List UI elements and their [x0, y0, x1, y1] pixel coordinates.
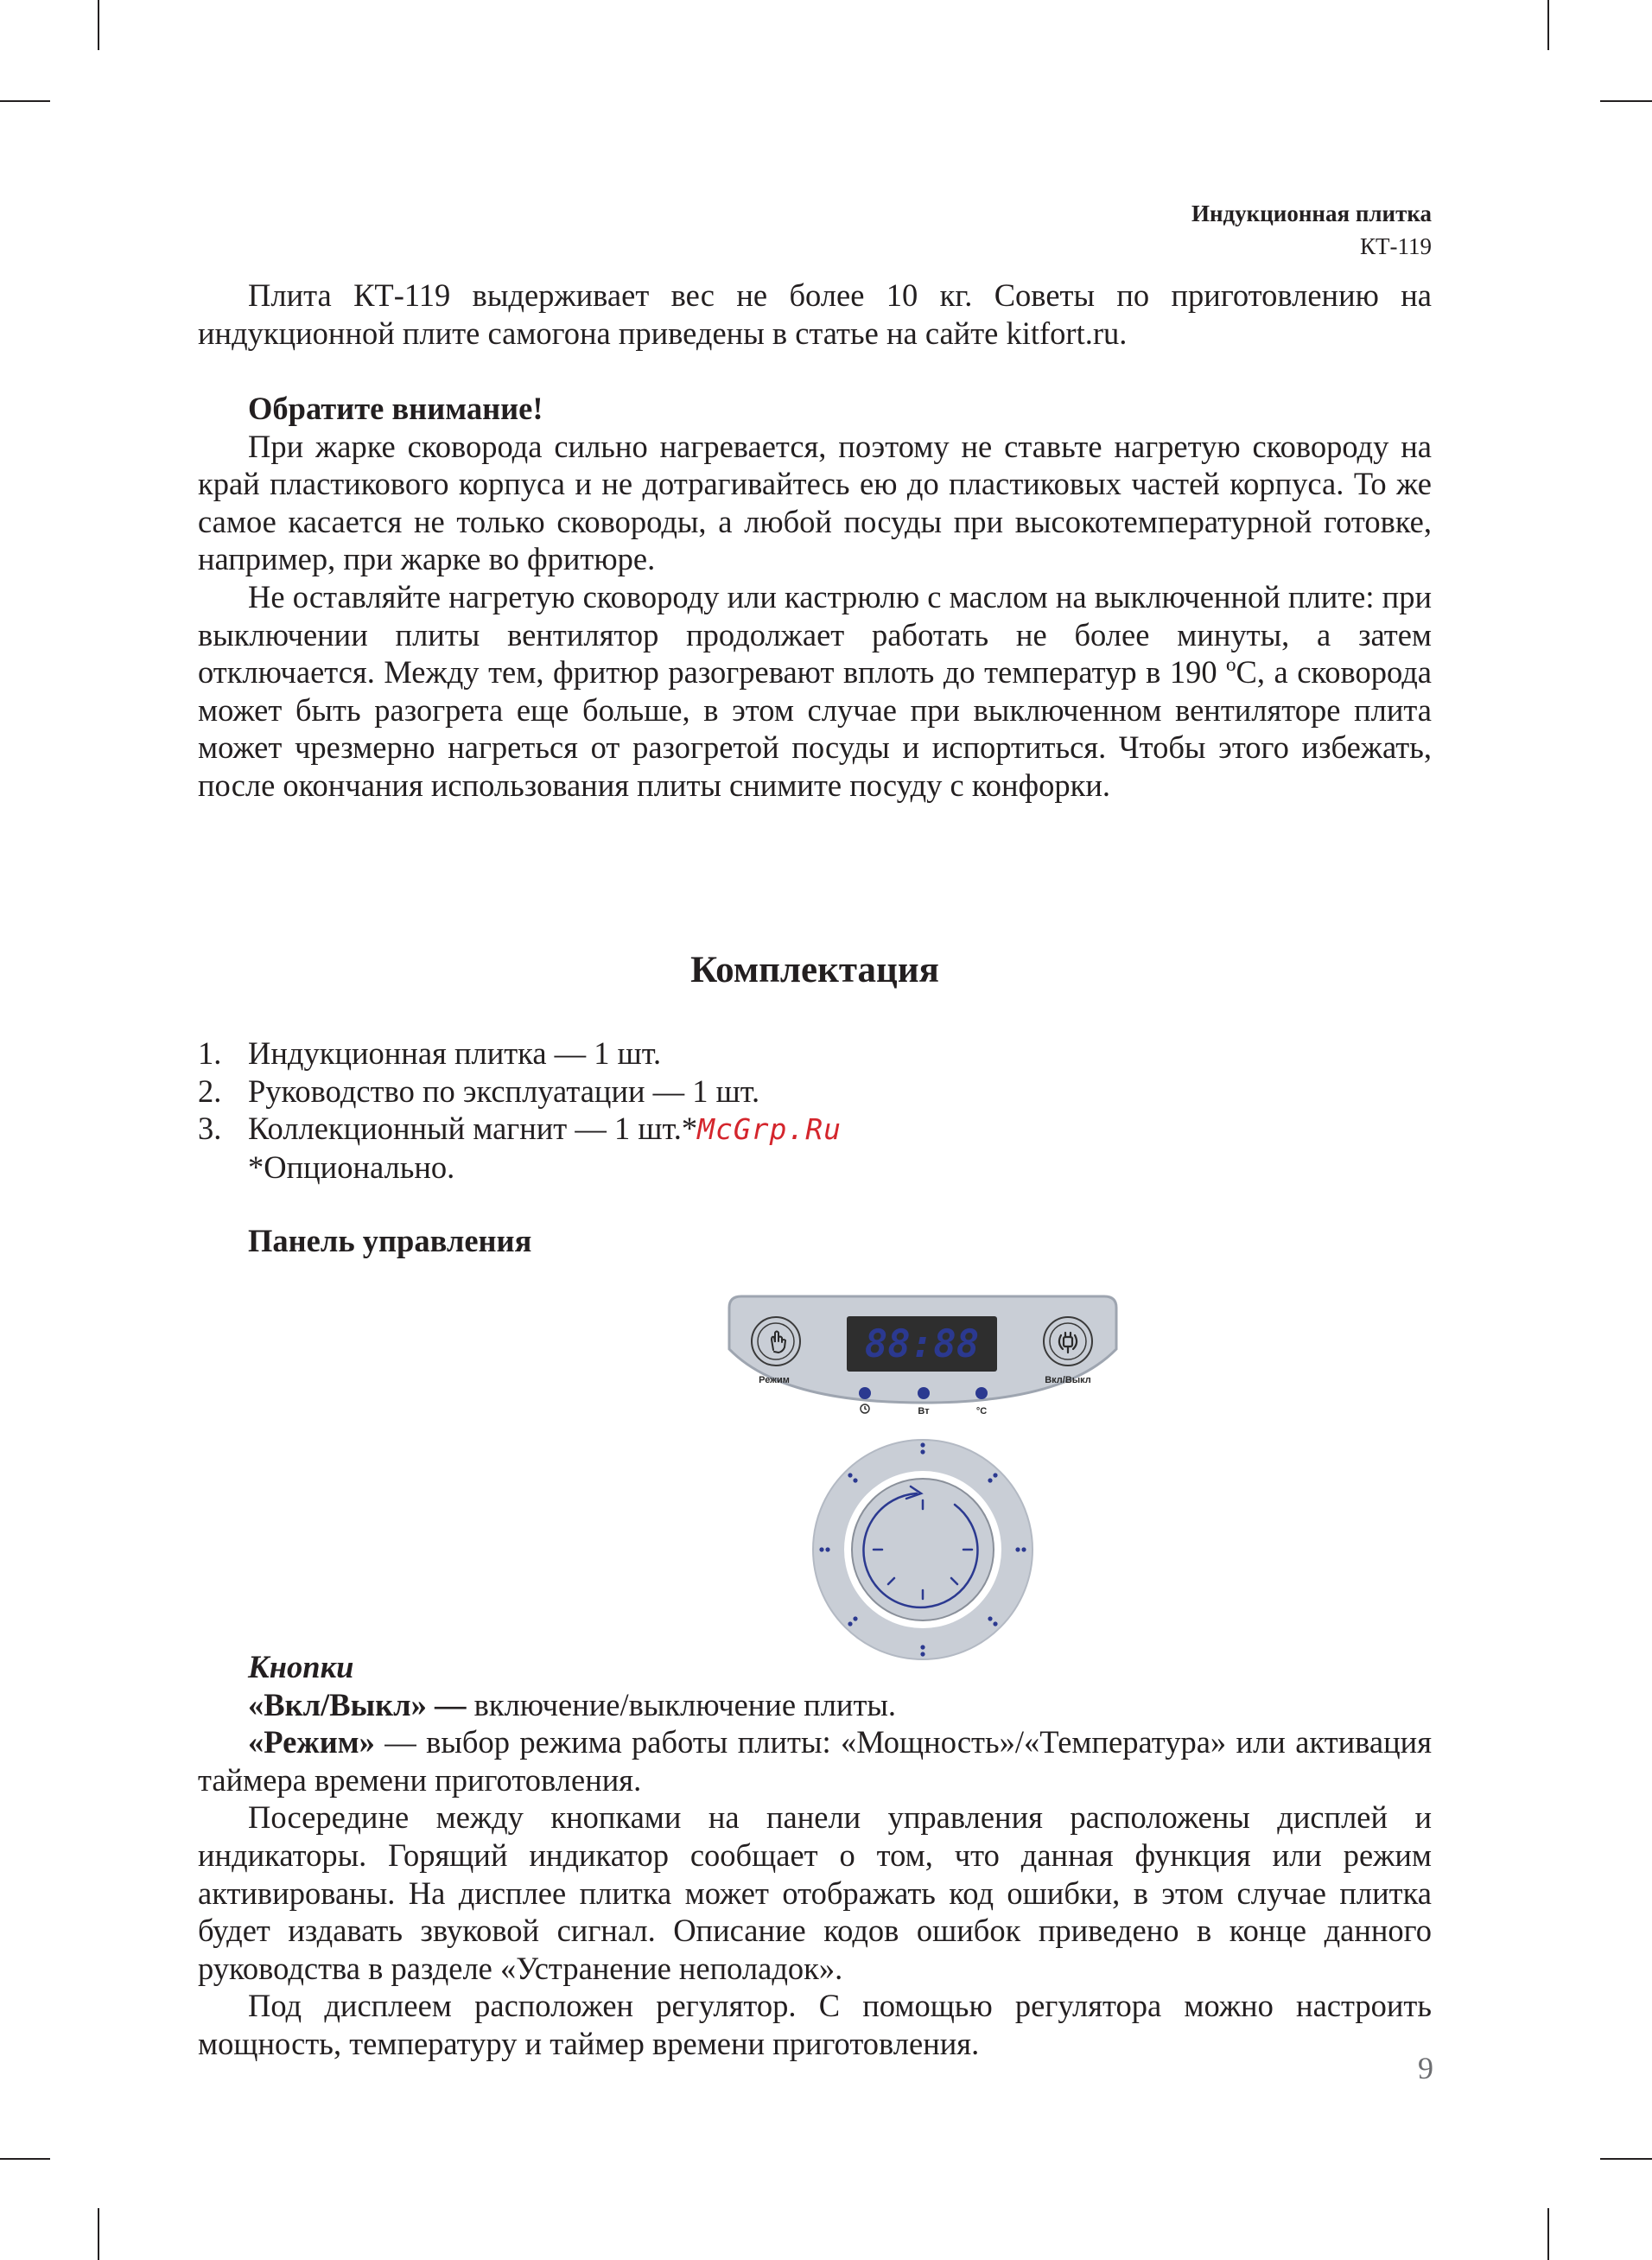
power-button-label: Вкл/Выкл [1045, 1375, 1091, 1385]
clock-icon [861, 1404, 869, 1413]
crop-mark [1547, 0, 1549, 50]
intro-block [198, 277, 1432, 352]
page-number: 9 [1418, 2051, 1433, 2085]
attention-paragraph-1: При жарке сковорода сильно нагревается, поэтому не ставьте нагретую сковороду на край пластикового корпуса и не дотрагивайтесь ею до пластиковых частей корпуса. То же самое касается не только сковороды, а любой посуды при высокотемпературной готовке, например, при жарке во фритюре. [198, 428, 1432, 577]
power-indicator-label: Вт [918, 1406, 930, 1416]
intro-paragraph: Плита КТ-119 выдерживает вес не более 10 кг. Советы по приготовлению на индукционной плите самогона приведены в статье на сайте kitfort.ru. [198, 277, 1432, 351]
crop-mark [1547, 2208, 1549, 2260]
list-item: 1. Индукционная плитка — 1 шт. [198, 1035, 662, 1071]
display-value: 88:88 [864, 1322, 980, 1366]
crop-mark [0, 2158, 50, 2160]
display-paragraph: Посередине между кнопками на панели управления расположены дисплей и индикаторы. Горящий индикатор сообщает о том, что данная функция или режим активированы. На дисплее плитка может отображать код ошибки, в этом случае плитка будет издавать звуковой сигнал. Описание кодов ошибок приведено в конце данного руководства в разделе «Устранение неполадок». [198, 1799, 1432, 1986]
onoff-description: «Вкл/Выкл» — включение/выключение плиты. [248, 1686, 897, 1722]
buttons-block [198, 1648, 1432, 2063]
mode-description: «Режим» — выбор режима работы плиты: «Мощность»/«Температура» или активация таймера времени приготовления. [198, 1724, 1432, 1798]
package-list [198, 1035, 1148, 1186]
attention-block [198, 390, 1432, 805]
regulator-paragraph: Под дисплеем расположен регулятор. С помощью регулятора можно настроить мощность, температуру и таймер времени приготовления. [198, 1988, 1432, 2061]
regulator-knob[interactable] [813, 1440, 1032, 1659]
package-heading: Комплектация [690, 950, 939, 990]
list-item: 2. Руководство по эксплуатации — 1 шт. [198, 1073, 760, 1109]
attention-paragraph-2: Не оставляйте нагретую сковороду или кастрюлю с маслом на выключенной плите: при выключении плиты вентилятор продолжает работать не более минуты, а затем отключается. Между тем, фритюр разогревают вплоть до температур в 190 ºC, а сковорода может быть разогрета еще больше, в этом случае при выключенном вентиляторе плита может чрезмерно нагреться от разогретой посуды и испортиться. Чтобы этого избежать, после окончания использования плиты снимите посуду с конфорки. [198, 578, 1432, 803]
buttons-title: Кнопки [248, 1649, 354, 1684]
header-product: Индукционная плитка [1191, 201, 1432, 226]
temp-indicator [975, 1387, 988, 1399]
panel-heading: Панель управления [248, 1223, 532, 1258]
watermark: McGrp.Ru [697, 1112, 842, 1147]
power-indicator [918, 1387, 930, 1399]
attention-title: Обратите внимание! [248, 391, 543, 426]
running-header [1191, 197, 1432, 263]
temp-indicator-label: °C [975, 1406, 988, 1416]
mode-button-label: Режим [759, 1375, 790, 1385]
crop-mark [98, 2208, 99, 2260]
list-item: 3. Коллекционный магнит — 1 шт.*McGrp.Ru [198, 1111, 842, 1147]
timer-indicator [859, 1387, 871, 1399]
crop-mark [0, 100, 50, 102]
header-model: КТ-119 [1360, 233, 1432, 259]
crop-mark [1600, 100, 1652, 102]
crop-mark [1600, 2158, 1652, 2160]
optional-note: *Опционально. [248, 1149, 455, 1185]
crop-mark [98, 0, 99, 50]
control-panel-illustration [724, 1292, 1121, 1664]
